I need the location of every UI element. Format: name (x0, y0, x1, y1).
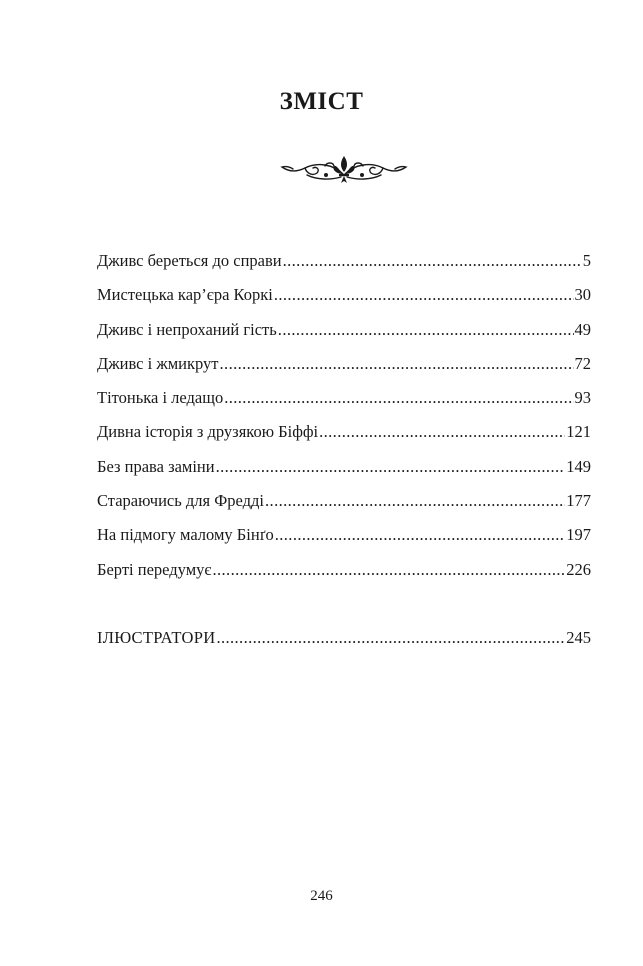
toc-entry[interactable] (97, 456, 591, 490)
toc-entry-page: 245 (566, 627, 591, 647)
page-number: 246 (310, 888, 333, 904)
page-title: ЗМІСТ (279, 88, 364, 115)
dot-leader (212, 559, 565, 581)
dot-leader (220, 353, 574, 375)
toc-entry-title: Стараючись для Фредді (97, 491, 265, 511)
toc-entry[interactable] (97, 524, 591, 558)
dot-leader (265, 490, 565, 512)
dot-leader (224, 387, 573, 409)
toc-entry-title: Дживс і жмикрут (97, 353, 219, 373)
toc-entry-page: 177 (566, 491, 591, 511)
dot-leader (274, 284, 574, 306)
toc-entry-title: Тітонька і ледащо (97, 388, 224, 408)
toc-entry[interactable] (97, 387, 591, 421)
toc-entry[interactable] (97, 421, 591, 455)
toc-entry-title: Мистецька кар’єра Коркі (97, 285, 273, 305)
toc-entry[interactable] (97, 319, 591, 353)
toc-entry-title: На підмогу малому Бінґо (97, 525, 274, 545)
table-of-contents (97, 250, 591, 661)
toc-entry[interactable] (97, 490, 591, 524)
toc-entry-page: 93 (574, 388, 591, 408)
dot-leader (216, 456, 566, 478)
toc-entry-page: 226 (566, 559, 591, 579)
toc-entry-page: 5 (582, 251, 591, 270)
toc-entry-page: 72 (574, 353, 591, 373)
toc-entry-title: Без права заміни (97, 456, 215, 476)
toc-entry-page: 121 (566, 422, 591, 442)
dot-leader (278, 319, 574, 341)
toc-entry[interactable] (97, 353, 591, 387)
toc-entry[interactable] (97, 559, 591, 593)
toc-entry-appendix[interactable] (97, 627, 591, 661)
dot-leader (275, 524, 566, 546)
toc-entry-title: Дживс і непроханий гість (97, 319, 277, 339)
toc-entry-title: ІЛЮСТРАТОРИ (97, 627, 216, 647)
toc-entry-page: 149 (566, 456, 591, 476)
dot-leader (283, 250, 582, 272)
toc-entry-page: 49 (574, 319, 591, 339)
fleuron-ornament-icon (277, 150, 411, 190)
toc-entry-title: Дивна історія з друзякою Біффі (97, 422, 319, 442)
toc-entry-page: 197 (566, 525, 591, 545)
toc-entry-title: Дживс береться до справи (97, 251, 282, 270)
section-gap (97, 593, 591, 627)
toc-entry[interactable] (97, 250, 591, 284)
dot-leader (216, 627, 565, 649)
dot-leader (319, 421, 565, 443)
toc-entry[interactable] (97, 284, 591, 318)
toc-entry-title: Берті передумує (97, 559, 212, 579)
toc-entry-page: 30 (574, 285, 591, 305)
